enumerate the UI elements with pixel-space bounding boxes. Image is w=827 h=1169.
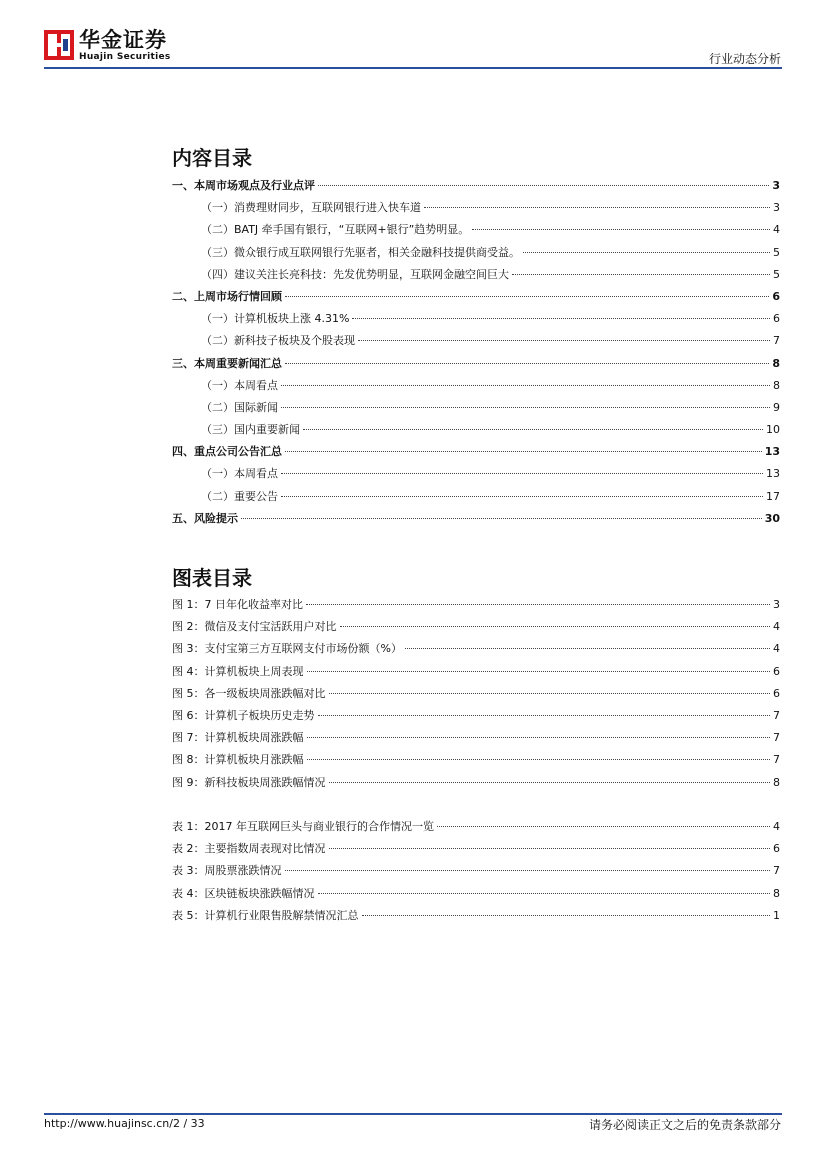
- contents-entry-page: 13: [766, 467, 780, 481]
- figure-entry-title: 图 7：计算机板块周涨跌幅: [172, 731, 304, 745]
- figure-entry-title: 图 9：新科技板块周涨跌幅情况: [172, 775, 326, 789]
- figure-entry[interactable]: [172, 685, 780, 707]
- header-divider: [44, 67, 782, 69]
- logo-english-name: Huajin Securities: [79, 52, 171, 62]
- figure-entry-title: 图 3：支付宝第三方互联网支付市场份额（%）: [172, 642, 402, 656]
- table-entry-page: 8: [773, 886, 780, 900]
- contents-entry-page: 3: [772, 179, 780, 192]
- dot-leader: [281, 473, 763, 474]
- dot-leader: [307, 737, 771, 738]
- table-entry[interactable]: [172, 885, 780, 907]
- table-entry-title: 表 1：2017 年互联网巨头与商业银行的合作情况一览: [172, 820, 434, 833]
- table-entry[interactable]: [172, 907, 780, 929]
- footer-url-page: http://www.huajinsc.cn/2 / 33: [44, 1117, 205, 1130]
- contents-entry-title: （一）本周看点: [201, 378, 278, 392]
- dot-leader: [303, 429, 763, 430]
- figure-entry-page: 4: [773, 620, 780, 634]
- dot-leader: [281, 407, 770, 408]
- figure-entry[interactable]: [172, 774, 780, 796]
- footer-disclaimer: 请务必阅读正文之后的免责条款部分: [588, 1118, 781, 1132]
- figure-entry[interactable]: [172, 618, 780, 640]
- dot-leader: [352, 318, 770, 319]
- contents-entry-title: 五、风险提示: [172, 511, 238, 525]
- logo-chinese-name: 华金证券: [79, 28, 167, 52]
- contents-entry-title: （三）国内重要新闻: [201, 423, 300, 437]
- figure-entry[interactable]: [172, 729, 780, 751]
- dot-leader: [424, 207, 770, 208]
- tables-list: [172, 818, 780, 929]
- dot-leader: [285, 363, 769, 364]
- figures-list: [172, 596, 780, 796]
- figure-entry-page: 8: [773, 775, 780, 789]
- figure-entry[interactable]: [172, 663, 780, 685]
- contents-entry-title: （二）国际新闻: [201, 400, 278, 414]
- figure-entry[interactable]: [172, 596, 780, 618]
- contents-entry-page: 30: [764, 511, 780, 525]
- contents-entry[interactable]: [172, 488, 780, 510]
- contents-entry[interactable]: [172, 310, 780, 332]
- table-entry-page: 4: [773, 820, 780, 833]
- table-entry-title: 表 2：主要指数周表现对比情况: [172, 842, 326, 856]
- contents-entry-title: 二、上周市场行情回顾: [172, 289, 282, 303]
- dot-leader: [306, 604, 770, 605]
- table-entry[interactable]: [172, 840, 780, 862]
- figure-entry-page: 7: [773, 731, 780, 745]
- dot-leader: [362, 915, 771, 916]
- contents-entry-page: 8: [772, 356, 780, 370]
- contents-list: [172, 177, 780, 532]
- document-type-label: 行业动态分析: [708, 52, 781, 66]
- figure-entry-title: 图 6：计算机子板块历史走势: [172, 708, 315, 722]
- contents-entry[interactable]: [172, 421, 780, 443]
- dot-leader: [241, 518, 762, 519]
- contents-entry[interactable]: [172, 244, 780, 266]
- contents-entry-page: 13: [764, 445, 780, 459]
- contents-entry-title: （一）计算机板块上涨 4.31%: [201, 312, 350, 326]
- figure-entry-page: 3: [773, 598, 780, 611]
- dot-leader: [523, 252, 770, 253]
- figure-entry-title: 图 2：微信及支付宝活跃用户对比: [172, 620, 337, 634]
- dot-leader: [358, 340, 770, 341]
- contents-entry-title: （三）微众银行成互联网银行先驱者，相关金融科技提供商受益。: [201, 245, 520, 259]
- dot-leader: [307, 671, 771, 672]
- table-entry-page: 7: [773, 864, 780, 878]
- contents-entry-title: （二）重要公告: [201, 489, 278, 503]
- contents-entry-page: 7: [773, 334, 780, 348]
- figure-entry-title: 图 8：计算机板块月涨跌幅: [172, 753, 304, 767]
- dot-leader: [512, 274, 770, 275]
- contents-entry-title: 一、本周市场观点及行业点评: [172, 179, 315, 192]
- contents-entry-title: 四、重点公司公告汇总: [172, 445, 282, 459]
- contents-entry[interactable]: [172, 199, 780, 221]
- contents-entry-title: （二）新科技子板块及个股表现: [201, 334, 355, 348]
- table-entry[interactable]: [172, 818, 780, 840]
- dot-leader: [318, 185, 769, 186]
- contents-title: 内容目录: [172, 146, 252, 170]
- contents-entry[interactable]: [172, 399, 780, 421]
- dot-leader: [285, 296, 769, 297]
- figure-entry[interactable]: [172, 640, 780, 662]
- contents-entry[interactable]: [172, 510, 780, 532]
- figure-entry-page: 6: [773, 664, 780, 678]
- contents-entry[interactable]: [172, 377, 780, 399]
- figure-entry-title: 图 5：各一级板块周涨跌幅对比: [172, 686, 326, 700]
- contents-entry[interactable]: [172, 288, 780, 310]
- contents-entry-page: 5: [773, 267, 780, 281]
- table-entry[interactable]: [172, 862, 780, 884]
- table-entry-page: 1: [773, 908, 780, 922]
- contents-entry-title: （二）BATJ 牵手国有银行，“互联网+银行”趋势明显。: [201, 223, 470, 237]
- figure-entry-page: 7: [773, 708, 780, 722]
- contents-entry-title: （四）建议关注长亮科技：先发优势明显，互联网金融空间巨大: [201, 267, 509, 281]
- contents-entry[interactable]: [172, 177, 780, 199]
- contents-entry[interactable]: [172, 332, 780, 354]
- contents-entry-page: 10: [766, 423, 780, 437]
- dot-leader: [329, 693, 771, 694]
- contents-entry-page: 4: [773, 223, 780, 237]
- dot-leader: [285, 451, 762, 452]
- figure-entry-page: 6: [773, 686, 780, 700]
- dot-leader: [340, 626, 771, 627]
- huajin-logo-icon: [44, 30, 74, 60]
- contents-entry-page: 8: [773, 378, 780, 392]
- company-logo: [44, 28, 184, 64]
- contents-entry-title: （一）消费理财同步，互联网银行进入快车道: [201, 201, 421, 215]
- figure-entry[interactable]: [172, 707, 780, 729]
- contents-entry[interactable]: [172, 221, 780, 243]
- contents-entry-page: 3: [773, 201, 780, 215]
- contents-entry[interactable]: [172, 266, 780, 288]
- dot-leader: [285, 870, 771, 871]
- contents-entry-page: 5: [773, 245, 780, 259]
- figure-entry-title: 图 1：7 日年化收益率对比: [172, 598, 303, 611]
- dot-leader: [329, 848, 771, 849]
- contents-entry[interactable]: [172, 443, 780, 465]
- contents-entry-page: 9: [773, 400, 780, 414]
- dot-leader: [437, 826, 770, 827]
- footer-divider: [44, 1113, 782, 1115]
- dot-leader: [281, 385, 770, 386]
- contents-entry[interactable]: [172, 465, 780, 487]
- figure-entry-page: 4: [773, 642, 780, 656]
- figure-entry-title: 图 4：计算机板块上周表现: [172, 664, 304, 678]
- dot-leader: [307, 759, 771, 760]
- figure-entry-page: 7: [773, 753, 780, 767]
- page-header: [0, 0, 827, 70]
- contents-entry-page: 6: [772, 289, 780, 303]
- contents-entry-page: 6: [773, 312, 780, 326]
- contents-entry[interactable]: [172, 355, 780, 377]
- contents-entry-title: （一）本周看点: [201, 467, 278, 481]
- dot-leader: [405, 648, 770, 649]
- table-entry-title: 表 3：周股票涨跌情况: [172, 864, 282, 878]
- dot-leader: [318, 893, 771, 894]
- table-entry-title: 表 5：计算机行业限售股解禁情况汇总: [172, 908, 359, 922]
- table-entry-title: 表 4：区块链板块涨跌幅情况: [172, 886, 315, 900]
- figures-title: 图表目录: [172, 566, 252, 590]
- contents-entry-page: 17: [766, 489, 780, 503]
- dot-leader: [329, 782, 771, 783]
- figure-entry[interactable]: [172, 751, 780, 773]
- dot-leader: [318, 715, 771, 716]
- table-entry-page: 6: [773, 842, 780, 856]
- dot-leader: [281, 496, 763, 497]
- contents-entry-title: 三、本周重要新闻汇总: [172, 356, 282, 370]
- dot-leader: [472, 229, 770, 230]
